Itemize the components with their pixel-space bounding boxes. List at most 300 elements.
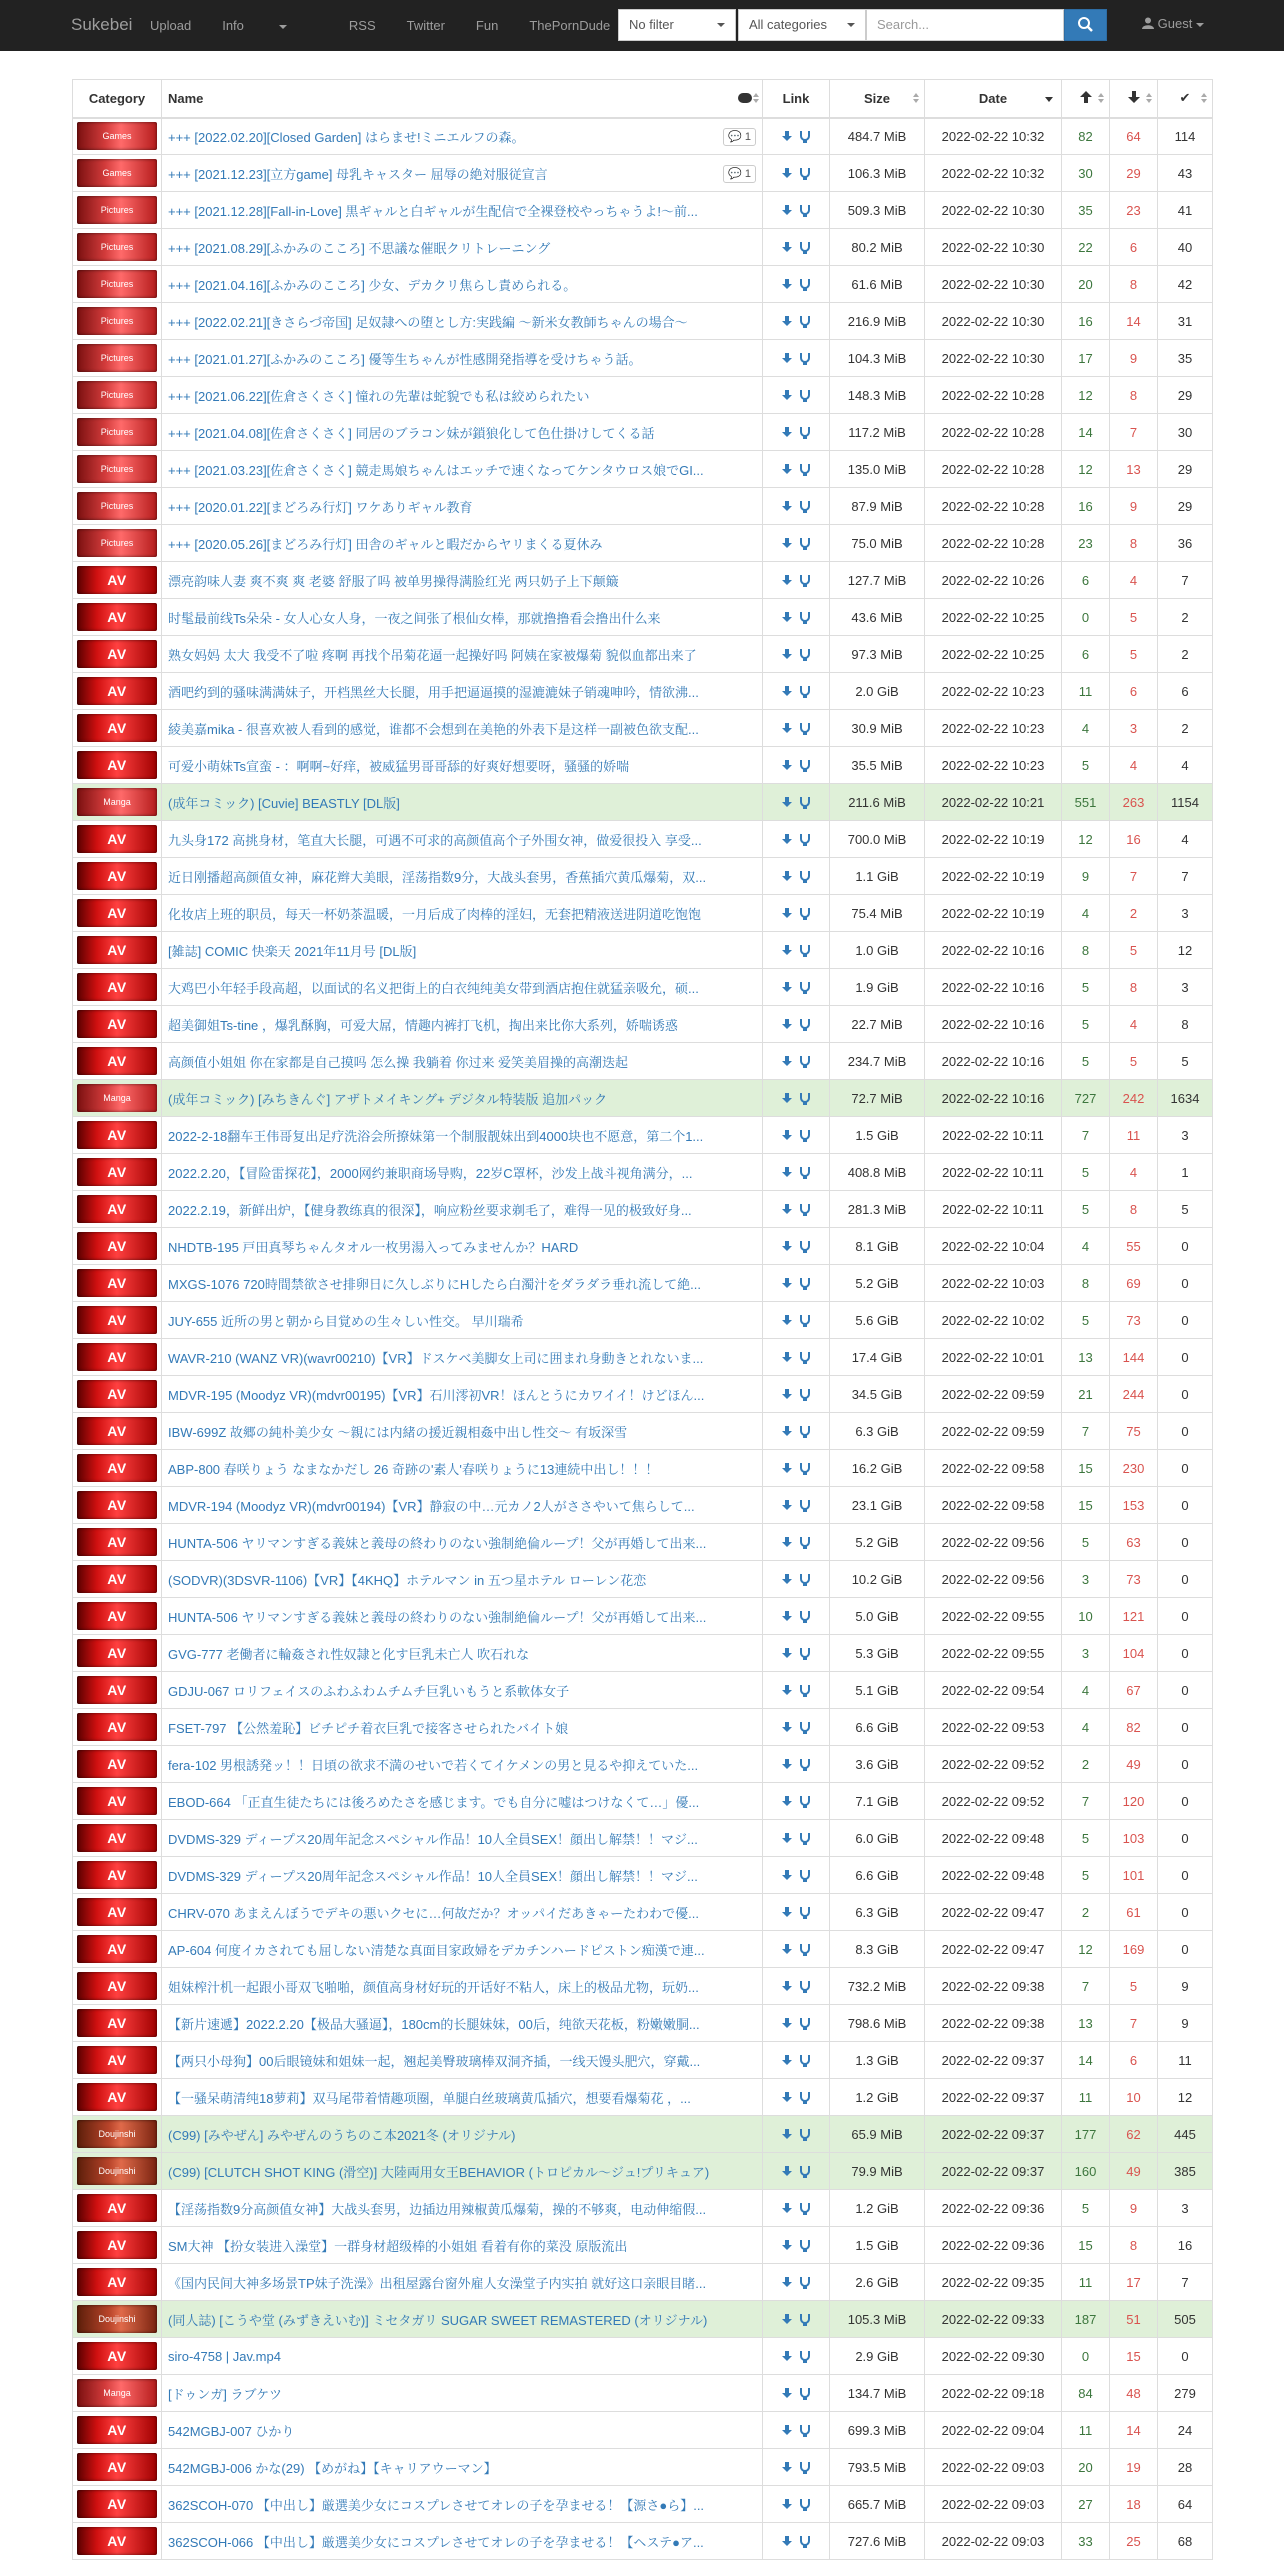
- torrent-title[interactable]: 高颜值小姐姐 你在家都是自己摸吗 怎么操 我躺着 你过来 爱笑美眉操的高潮迭起: [168, 1054, 629, 1070]
- download-icon[interactable]: [781, 2277, 793, 2289]
- date-cell: 2022-02-22 09:52: [925, 1746, 1062, 1783]
- download-icon[interactable]: [781, 1944, 793, 1956]
- category-icon[interactable]: Doujinshi: [77, 2157, 157, 2185]
- magnet-icon[interactable]: [799, 1056, 811, 1068]
- download-icon[interactable]: [781, 1352, 793, 1364]
- torrent-title[interactable]: (成年コミック) [Cuvie] BEASTLY [DL版]: [168, 795, 400, 811]
- category-icon[interactable]: AV: [77, 751, 157, 779]
- category-icon[interactable]: AV: [77, 1417, 157, 1445]
- magnet-icon[interactable]: [799, 2203, 811, 2215]
- magnet-icon[interactable]: [799, 464, 811, 476]
- magnet-icon[interactable]: [799, 538, 811, 550]
- category-icon[interactable]: AV: [77, 1343, 157, 1371]
- download-icon[interactable]: [781, 2092, 793, 2104]
- magnet-icon[interactable]: [799, 1685, 811, 1697]
- download-icon[interactable]: [781, 871, 793, 883]
- category-icon[interactable]: Pictures: [77, 233, 157, 261]
- download-icon[interactable]: [781, 131, 793, 143]
- torrent-title[interactable]: +++ [2022.02.21][きさらづ帝国] 足奴隷への堕とし方:実践編 ～新米女教師ちゃんの場合～: [168, 314, 688, 330]
- download-icon[interactable]: [781, 390, 793, 402]
- download-icon[interactable]: [781, 1056, 793, 1068]
- category-icon[interactable]: Manga: [77, 788, 157, 816]
- torrent-title[interactable]: 542MGBJ-007 ひかり: [168, 2423, 295, 2439]
- magnet-icon[interactable]: [799, 390, 811, 402]
- leechers-cell: 120: [1110, 1783, 1158, 1820]
- download-icon[interactable]: [781, 1130, 793, 1142]
- magnet-icon[interactable]: [799, 1093, 811, 1105]
- download-icon[interactable]: [781, 316, 793, 328]
- category-icon[interactable]: Games: [77, 122, 157, 150]
- torrent-title[interactable]: +++ [2021.04.16][ふかみのこころ] 少女、デカクリ焦らし責められる。: [168, 277, 577, 293]
- download-icon[interactable]: [781, 427, 793, 439]
- download-icon[interactable]: [781, 2018, 793, 2030]
- magnet-icon[interactable]: [799, 575, 811, 587]
- category-icon[interactable]: AV: [77, 2231, 157, 2259]
- magnet-icon[interactable]: [799, 686, 811, 698]
- torrent-title[interactable]: 《国内民间大神多场景TP妹子洗澡》出租屋露台窗外雇人女澡堂子内实拍 就好这口亲眼目睹...: [168, 2275, 707, 2291]
- col-seeders[interactable]: [1062, 80, 1110, 118]
- comments-badge[interactable]: [723, 165, 756, 183]
- magnet-icon[interactable]: [799, 2499, 811, 2511]
- category-icon[interactable]: AV: [77, 1195, 157, 1223]
- link-cell: [763, 1820, 830, 1857]
- category-icon[interactable]: AV: [77, 1713, 157, 1741]
- category-icon[interactable]: AV: [77, 1787, 157, 1815]
- download-icon[interactable]: [781, 2425, 793, 2437]
- magnet-icon[interactable]: [799, 2388, 811, 2400]
- download-icon[interactable]: [781, 242, 793, 254]
- magnet-icon[interactable]: [799, 2129, 811, 2141]
- torrent-title[interactable]: EBOD-664 「正直生徒たちには後ろめたさを感じます。でも自分に嘘はつけなくて…」優...: [168, 1794, 700, 1810]
- category-icon[interactable]: Pictures: [77, 492, 157, 520]
- category-icon[interactable]: AV: [77, 566, 157, 594]
- magnet-icon[interactable]: [799, 2351, 811, 2363]
- magnet-icon[interactable]: [799, 2314, 811, 2326]
- torrent-title[interactable]: +++ [2021.01.27][ふかみのこころ] 優等生ちゃんが性感開発指導を受けちゃう話。: [168, 351, 642, 367]
- table-row: [73, 895, 1213, 932]
- magnet-icon[interactable]: [799, 982, 811, 994]
- download-icon[interactable]: [781, 834, 793, 846]
- category-icon[interactable]: AV: [77, 1639, 157, 1667]
- magnet-icon[interactable]: [799, 316, 811, 328]
- magnet-icon[interactable]: [799, 945, 811, 957]
- category-icon[interactable]: AV: [77, 714, 157, 742]
- magnet-icon[interactable]: [799, 1611, 811, 1623]
- category-icon[interactable]: AV: [77, 2009, 157, 2037]
- magnet-icon[interactable]: [799, 649, 811, 661]
- download-icon[interactable]: [781, 1981, 793, 1993]
- download-icon[interactable]: [781, 686, 793, 698]
- category-icon[interactable]: AV: [77, 1565, 157, 1593]
- download-icon[interactable]: [781, 1722, 793, 1734]
- torrent-title[interactable]: DVDMS-329 ディープス20周年記念スペシャル作品！10人全員SEX！顔出し解禁！！マジ...: [168, 1831, 698, 1847]
- date-cell: 2022-02-22 09:56: [925, 1524, 1062, 1561]
- download-icon[interactable]: [781, 575, 793, 587]
- torrent-title[interactable]: 【淫荡指数9分高颜值女神】大战头套男，边插边用辣椒黄瓜爆菊，操的不够爽，电动伸缩假...: [168, 2201, 707, 2217]
- size-cell: 1.5 GiB: [830, 2227, 925, 2264]
- magnet-icon[interactable]: [799, 1426, 811, 1438]
- torrent-title[interactable]: +++ [2021.06.22][佐倉さくさく] 憧れの先輩は蛇貌でも私は絞められたい: [168, 388, 590, 404]
- torrent-title[interactable]: +++ [2021.12.28][Fall-in-Love] 黒ギャルと白ギャルが生配信で全裸登校やっちゃうよ!～前...: [168, 203, 698, 219]
- magnet-icon[interactable]: [799, 834, 811, 846]
- category-icon[interactable]: AV: [77, 1158, 157, 1186]
- magnet-icon[interactable]: [799, 1944, 811, 1956]
- category-icon[interactable]: AV: [77, 603, 157, 631]
- torrent-title[interactable]: 綾美嘉mika - 很喜欢被人看到的感觉，谁都不会想到在美艳的外表下是这样一副被色欲支配...: [168, 721, 699, 737]
- category-icon[interactable]: Manga: [77, 1084, 157, 1112]
- torrent-title[interactable]: 2022.2.20，【冒险雷探花】，2000网约兼职商场导购，22岁C罩杯，沙发上战斗视角满分，...: [168, 1165, 693, 1181]
- category-icon[interactable]: AV: [77, 825, 157, 853]
- col-category[interactable]: Category: [73, 80, 162, 118]
- category-icon[interactable]: AV: [77, 936, 157, 964]
- category-icon[interactable]: AV: [77, 1306, 157, 1334]
- download-icon[interactable]: [781, 2240, 793, 2252]
- download-icon[interactable]: [781, 1278, 793, 1290]
- nav-info[interactable]: [222, 18, 318, 33]
- magnet-icon[interactable]: [799, 1315, 811, 1327]
- category-icon[interactable]: Pictures: [77, 307, 157, 335]
- category-icon[interactable]: Pictures: [77, 529, 157, 557]
- download-icon[interactable]: [781, 1870, 793, 1882]
- download-icon[interactable]: [781, 908, 793, 920]
- torrent-title[interactable]: +++ [2021.12.23][立方game] 母乳キャスター 屈辱の絶対服従宣言: [168, 166, 548, 182]
- download-icon[interactable]: [781, 1093, 793, 1105]
- magnet-icon[interactable]: [799, 612, 811, 624]
- magnet-icon[interactable]: [799, 1796, 811, 1808]
- torrent-title[interactable]: 【新片速遞】2022.2.20【极品大骚逼】，180cm的长腿妹妹，00后，纯欲天花板，粉嫩嫩胴...: [168, 2016, 700, 2032]
- col-leechers[interactable]: [1110, 80, 1158, 118]
- category-icon[interactable]: AV: [77, 2490, 157, 2518]
- category-icon[interactable]: AV: [77, 2046, 157, 2074]
- download-icon[interactable]: [781, 723, 793, 735]
- nav-twitter[interactable]: Twitter: [406, 18, 445, 33]
- torrent-title[interactable]: 542MGBJ-006 かな(29) 【めがね】【キャリアウーマン】: [168, 2460, 497, 2476]
- category-icon[interactable]: AV: [77, 1824, 157, 1852]
- magnet-icon[interactable]: [799, 168, 811, 180]
- download-icon[interactable]: [781, 1907, 793, 1919]
- magnet-icon[interactable]: [799, 2536, 811, 2548]
- magnet-icon[interactable]: [799, 353, 811, 365]
- magnet-icon[interactable]: [799, 1278, 811, 1290]
- magnet-icon[interactable]: [799, 427, 811, 439]
- download-icon[interactable]: [781, 464, 793, 476]
- download-icon[interactable]: [781, 2314, 793, 2326]
- download-icon[interactable]: [781, 1759, 793, 1771]
- torrent-title[interactable]: +++ [2022.02.20][Closed Garden] はらませ!ミニエルフの森。: [168, 129, 525, 145]
- category-icon[interactable]: Pictures: [77, 344, 157, 372]
- category-icon[interactable]: AV: [77, 640, 157, 668]
- torrent-title[interactable]: 化妆店上班的职员，每天一杯奶茶温暖，一月后成了肉棒的淫妇，无套把精液送进阴道吃饱饱: [168, 906, 702, 922]
- download-icon[interactable]: [781, 2499, 793, 2511]
- download-icon[interactable]: [781, 1500, 793, 1512]
- torrent-title[interactable]: SM大神 【扮女装进入澡堂】一群身材超级棒的小姐姐 看着有你的菜没 原版流出: [168, 2238, 628, 2254]
- download-icon[interactable]: [781, 797, 793, 809]
- torrent-title[interactable]: 近日刚播超高颜值女神，麻花辫大美眼，淫荡指数9分，大战头套男，香蕉插穴黄瓜爆菊，双...: [168, 869, 707, 885]
- download-icon[interactable]: [781, 1167, 793, 1179]
- download-icon[interactable]: [781, 1204, 793, 1216]
- magnet-icon[interactable]: [799, 871, 811, 883]
- nav-fun[interactable]: Fun: [475, 18, 499, 33]
- torrent-title[interactable]: 2022.2.19，新鲜出炉，【健身教练真的很深】，响应粉丝要求剃毛了，难得一见的极致好身...: [168, 1202, 692, 1218]
- torrent-title[interactable]: IBW-699Z 故郷の純朴美少女 ～親には内緒の援近親相姦中出し性交～ 有坂深雪: [168, 1424, 628, 1440]
- category-icon[interactable]: AV: [77, 2268, 157, 2296]
- magnet-icon[interactable]: [799, 2277, 811, 2289]
- user-menu[interactable]: [1142, 16, 1204, 31]
- torrent-title[interactable]: +++ [2020.05.26][まどろみ行灯] 田舎のギャルと暇だからヤリまくる夏休み: [168, 536, 603, 552]
- torrent-title[interactable]: 大鸡巴小年轻手段高超，以面试的名义把街上的白衣纯纯美女带到酒店抱住就猛亲吸允，硕...: [168, 980, 699, 996]
- download-icon[interactable]: [781, 612, 793, 624]
- torrent-title[interactable]: 362SCOH-070 【中出し】厳選美少女にコスプレさせてオレの子を孕ませる！【源さ●ら】...: [168, 2497, 705, 2513]
- torrent-title[interactable]: +++ [2020.01.22][まどろみ行灯] ワケありギャル教育: [168, 499, 473, 515]
- torrent-title[interactable]: HUNTA-506 ヤリマンすぎる義妹と義母の終わりのない強制絶倫ループ！父が再婚して出来...: [168, 1535, 707, 1551]
- torrent-title[interactable]: 时髦最前线Ts朵朵 - 女人心女人身，一夜之间张了根仙女棒，那就撸撸看会撸出什么来: [168, 610, 661, 626]
- magnet-icon[interactable]: [799, 1759, 811, 1771]
- col-size[interactable]: [830, 80, 925, 118]
- torrent-title[interactable]: +++ [2021.03.23][佐倉さくさく] 競走馬娘ちゃんはエッチで速くなってケンタウロス娘でGI...: [168, 462, 704, 478]
- torrent-title[interactable]: AP-604 何度イカされても屈しない清楚な真面目家政婦をデカチンハードピストン痴漢で連...: [168, 1942, 705, 1958]
- col-date[interactable]: [925, 80, 1062, 118]
- torrent-title[interactable]: 【一骚呆萌清纯18萝莉】双马尾带着情趣项圈，单腿白丝玻璃黄瓜插穴，想要看爆菊花 ，...: [168, 2090, 691, 2106]
- category-icon[interactable]: AV: [77, 1602, 157, 1630]
- torrent-title[interactable]: 漂亮韵味人妻 爽不爽 爽 老婆 舒服了吗 被单男操得满脸红光 两只奶子上下颠簸: [168, 573, 619, 589]
- torrent-title[interactable]: +++ [2021.08.29][ふかみのこころ] 不思議な催眠クリトレーニング: [168, 240, 551, 256]
- download-icon[interactable]: [781, 2351, 793, 2363]
- magnet-icon[interactable]: [799, 797, 811, 809]
- torrent-title[interactable]: 【两只小母狗】00后眼镜妹和姐妹一起，翘起美臀玻璃棒双洞齐插，一线天馒头肥穴，穿戴...: [168, 2053, 701, 2069]
- magnet-icon[interactable]: [799, 1019, 811, 1031]
- category-icon[interactable]: AV: [77, 2342, 157, 2370]
- category-icon[interactable]: AV: [77, 899, 157, 927]
- date-cell: 2022-02-22 10:23: [925, 747, 1062, 784]
- torrent-title[interactable]: 九头身172 高挑身材，笔直大长腿，可遇不可求的高颜值高个子外围女神，做爱很投入 享受...: [168, 832, 702, 848]
- download-icon[interactable]: [781, 205, 793, 217]
- torrent-title[interactable]: fera-102 男根誘発ッ！！日頃の欲求不満のせいで若くてイケメンの男と見るや抑えていた...: [168, 1757, 699, 1773]
- torrent-title[interactable]: (C99) [CLUTCH SHOT KING (滑空)] 大陸両用女王BEHAVIOR (トロピカル～ジュ!プリキュア): [168, 2164, 710, 2180]
- comments-badge[interactable]: [723, 128, 756, 146]
- nav-upload[interactable]: Upload: [150, 18, 192, 33]
- category-icon[interactable]: AV: [77, 2527, 157, 2555]
- nav-theporndude[interactable]: ThePornDude: [529, 18, 611, 33]
- category-icon[interactable]: AV: [77, 1047, 157, 1075]
- download-icon[interactable]: [781, 1426, 793, 1438]
- magnet-icon[interactable]: [799, 760, 811, 772]
- download-icon[interactable]: [781, 1241, 793, 1253]
- download-icon[interactable]: [781, 2536, 793, 2548]
- magnet-icon[interactable]: [799, 1648, 811, 1660]
- magnet-icon[interactable]: [799, 723, 811, 735]
- torrent-title[interactable]: WAVR-210 (WANZ VR)(wavr00210)【VR】ドスケベ美脚女上司に囲まれ身動きとれないま...: [168, 1350, 704, 1366]
- magnet-icon[interactable]: [799, 1722, 811, 1734]
- magnet-icon[interactable]: [799, 1574, 811, 1586]
- torrent-title[interactable]: 可爱小萌妹Ts宣蛮 - ：啊啊~好痒，被威猛男哥哥舔的好爽好想要呀，骚骚的娇喘: [168, 758, 630, 774]
- category-icon[interactable]: AV: [77, 1232, 157, 1260]
- download-icon[interactable]: [781, 1796, 793, 1808]
- magnet-icon[interactable]: [799, 2425, 811, 2437]
- magnet-icon[interactable]: [799, 205, 811, 217]
- category-icon[interactable]: AV: [77, 1528, 157, 1556]
- magnet-icon[interactable]: [799, 1870, 811, 1882]
- category-icon[interactable]: AV: [77, 973, 157, 1001]
- download-icon[interactable]: [781, 1019, 793, 1031]
- category-icon[interactable]: AV: [77, 862, 157, 890]
- torrent-title[interactable]: (同人誌) [こうや堂 (みずきえいむ)] ミセタガリ SUGAR SWEET REMASTERED (オリジナル): [168, 2312, 708, 2328]
- torrent-title[interactable]: NHDTB-195 戸田真琴ちゃんタオル一枚男湯入ってみませんか？HARD: [168, 1239, 579, 1255]
- download-icon[interactable]: [781, 538, 793, 550]
- leechers-cell: 29: [1110, 155, 1158, 192]
- category-select[interactable]: [738, 9, 866, 41]
- torrent-title[interactable]: FSET-797 【公然羞恥】ビチピチ着衣巨乳で接客させられたバイト娘: [168, 1720, 569, 1736]
- category-icon[interactable]: AV: [77, 2416, 157, 2444]
- category-icon[interactable]: AV: [77, 1898, 157, 1926]
- category-icon[interactable]: AV: [77, 1269, 157, 1297]
- magnet-icon[interactable]: [799, 2018, 811, 2030]
- category-icon[interactable]: Doujinshi: [77, 2305, 157, 2333]
- category-icon[interactable]: AV: [77, 2083, 157, 2111]
- category-icon[interactable]: AV: [77, 1491, 157, 1519]
- magnet-icon[interactable]: [799, 2462, 811, 2474]
- category-icon[interactable]: Pictures: [77, 196, 157, 224]
- download-icon[interactable]: [781, 501, 793, 513]
- magnet-icon[interactable]: [799, 1981, 811, 1993]
- download-icon[interactable]: [781, 1833, 793, 1845]
- magnet-icon[interactable]: [799, 1907, 811, 1919]
- category-icon[interactable]: AV: [77, 1010, 157, 1038]
- magnet-icon[interactable]: [799, 1537, 811, 1549]
- magnet-icon[interactable]: [799, 1130, 811, 1142]
- category-icon[interactable]: AV: [77, 1861, 157, 1889]
- category-icon[interactable]: Pictures: [77, 418, 157, 446]
- torrent-title[interactable]: [雑誌] COMIC 快楽天 2021年11月号 [DL版]: [168, 943, 417, 959]
- download-icon[interactable]: [781, 2166, 793, 2178]
- download-icon[interactable]: [781, 1537, 793, 1549]
- torrent-title[interactable]: +++ [2021.04.08][佐倉さくさく] 同居のブラコン妹が鎖狼化して色仕掛けしてくる話: [168, 425, 655, 441]
- torrent-title[interactable]: ABP-800 春咲りょう なまなかだし 26 奇跡の'素人'春咲りょうに13連続中出し！！！: [168, 1461, 659, 1477]
- torrent-title[interactable]: HUNTA-506 ヤリマンすぎる義妹と義母の終わりのない強制絶倫ループ！父が再婚して出来...: [168, 1609, 707, 1625]
- download-icon[interactable]: [781, 649, 793, 661]
- torrent-title[interactable]: 2022-2-18翻车王伟哥复出足疗洗浴会所撩妹第一个制服靓妹出到4000块也不愿意，第二个1...: [168, 1128, 704, 1144]
- category-icon[interactable]: AV: [77, 1972, 157, 2000]
- brand-logo[interactable]: Sukebei: [71, 15, 133, 34]
- nav-rss[interactable]: RSS: [348, 18, 376, 33]
- torrent-title[interactable]: DVDMS-329 ディープス20周年記念スペシャル作品！10人全員SEX！顔出し解禁！！マジ...: [168, 1868, 698, 1884]
- category-icon[interactable]: Doujinshi: [77, 2120, 157, 2148]
- download-icon[interactable]: [781, 1389, 793, 1401]
- magnet-icon[interactable]: [799, 1352, 811, 1364]
- category-cell: [73, 1228, 162, 1265]
- col-completed[interactable]: [1158, 80, 1213, 118]
- download-icon[interactable]: [781, 1648, 793, 1660]
- date-cell: 2022-02-22 10:19: [925, 895, 1062, 932]
- category-icon[interactable]: AV: [77, 2453, 157, 2481]
- category-icon[interactable]: Games: [77, 159, 157, 187]
- magnet-icon[interactable]: [799, 1833, 811, 1845]
- category-cell: [73, 155, 162, 192]
- torrent-title[interactable]: 362SCOH-066 【中出し】厳選美少女にコスプレさせてオレの子を孕ませる！【ヘステ●ア...: [168, 2534, 704, 2550]
- torrent-title[interactable]: siro-4758 | Jav.mp4: [168, 2348, 281, 2364]
- category-icon[interactable]: Pictures: [77, 455, 157, 483]
- torrent-title[interactable]: (成年コミック) [みちきんぐ] アザトメイキング+ デジタル特装版 追加パック: [168, 1091, 608, 1107]
- download-icon[interactable]: [781, 2203, 793, 2215]
- magnet-icon[interactable]: [799, 1463, 811, 1475]
- download-icon[interactable]: [781, 945, 793, 957]
- torrent-title[interactable]: MDVR-195 (Moodyz VR)(mdvr00195)【VR】石川澪初VR！ほんとうにカワイイ！けどほん...: [168, 1387, 705, 1403]
- torrent-title[interactable]: 超美御姐Ts-tine ，爆乳酥胸，可爱大屌，情趣内裤打飞机，掏出来比你大系列，娇喘诱惑: [168, 1017, 678, 1033]
- magnet-icon[interactable]: [799, 501, 811, 513]
- download-icon[interactable]: [781, 1315, 793, 1327]
- magnet-icon[interactable]: [799, 1204, 811, 1216]
- category-icon[interactable]: Manga: [77, 2379, 157, 2407]
- leechers-cell: 14: [1110, 303, 1158, 340]
- torrent-title[interactable]: JUY-655 近所の男と朝から目覚めの生々しい性交。 早川瑞希: [168, 1313, 524, 1329]
- torrent-title[interactable]: MDVR-194 (Moodyz VR)(mdvr00194)【VR】静寂の中…元カノ2人がささやいて焦らして...: [168, 1498, 695, 1514]
- category-icon[interactable]: AV: [77, 1454, 157, 1482]
- torrent-title[interactable]: 熟女妈妈 太大 我受不了啦 疼啊 再找个吊菊花逼一起操好吗 阿姨在家被爆菊 貌似血都出来了: [168, 647, 697, 663]
- col-name[interactable]: [162, 80, 763, 118]
- download-icon[interactable]: [781, 279, 793, 291]
- magnet-icon[interactable]: [799, 279, 811, 291]
- magnet-icon[interactable]: [799, 2166, 811, 2178]
- category-icon[interactable]: AV: [77, 2194, 157, 2222]
- torrent-title[interactable]: CHRV-070 あまえんぼうでデキの悪いクセに…何故だか？オッパイだあきゃーたわわで優...: [168, 1905, 699, 1921]
- torrent-title[interactable]: 姐妹榨汁机一起跟小哥双飞啪啪，颜值高身材好玩的开话好不粘人，床上的极品尤物，玩奶...: [168, 1979, 699, 1995]
- magnet-icon[interactable]: [799, 131, 811, 143]
- magnet-icon[interactable]: [799, 1389, 811, 1401]
- torrent-title[interactable]: GVG-777 老働者に輪姦され性奴隷と化す巨乳未亡人 吹石れな: [168, 1646, 530, 1662]
- category-icon[interactable]: AV: [77, 1935, 157, 1963]
- magnet-icon[interactable]: [799, 2240, 811, 2252]
- category-icon[interactable]: AV: [77, 677, 157, 705]
- category-icon[interactable]: AV: [77, 1121, 157, 1149]
- magnet-icon[interactable]: [799, 2055, 811, 2067]
- category-icon[interactable]: Pictures: [77, 270, 157, 298]
- torrent-title[interactable]: (C99) [みやぜん] みやぜんのうちのこ本2021冬 (オリジナル): [168, 2127, 516, 2143]
- torrent-title[interactable]: [ドゥンガ] ラブケツ: [168, 2386, 282, 2402]
- download-icon[interactable]: [781, 353, 793, 365]
- link-cell: [763, 266, 830, 303]
- download-icon[interactable]: [781, 1574, 793, 1586]
- search-input[interactable]: [866, 9, 1064, 41]
- download-icon[interactable]: [781, 2129, 793, 2141]
- filter-select[interactable]: [618, 9, 736, 41]
- torrent-title[interactable]: MXGS-1076 720時間禁欲させ排卵日に久しぶりにHしたら白濁汁をダラダラ垂れ流して絶...: [168, 1276, 701, 1292]
- download-icon[interactable]: [781, 760, 793, 772]
- download-icon[interactable]: [781, 2462, 793, 2474]
- download-icon[interactable]: [781, 982, 793, 994]
- magnet-icon[interactable]: [799, 908, 811, 920]
- search-button[interactable]: [1064, 9, 1107, 41]
- download-icon[interactable]: [781, 1685, 793, 1697]
- magnet-icon[interactable]: [799, 2092, 811, 2104]
- category-icon[interactable]: AV: [77, 1676, 157, 1704]
- torrent-title[interactable]: GDJU-067 ロリフェイスのふわふわムチムチ巨乳いもうと系軟体女子: [168, 1683, 570, 1699]
- category-icon[interactable]: Pictures: [77, 381, 157, 409]
- torrent-title[interactable]: 酒吧约到的骚味满满妹子，开档黑丝大长腿，用手把逼逼摸的湿漉漉妹子销魂呻吟，情欲沸...: [168, 684, 699, 700]
- download-icon[interactable]: [781, 1463, 793, 1475]
- download-icon[interactable]: [781, 2388, 793, 2400]
- download-icon[interactable]: [781, 1611, 793, 1623]
- magnet-icon[interactable]: [799, 1241, 811, 1253]
- torrent-title[interactable]: (SODVR)(3DSVR-1106)【VR】【4KHQ】ホテルマン in 五つ星ホテル ローレン花恋: [168, 1572, 647, 1588]
- magnet-icon[interactable]: [799, 1167, 811, 1179]
- category-icon[interactable]: AV: [77, 1380, 157, 1408]
- download-icon[interactable]: [781, 2055, 793, 2067]
- category-icon[interactable]: AV: [77, 1750, 157, 1778]
- magnet-icon[interactable]: [799, 242, 811, 254]
- download-icon[interactable]: [781, 168, 793, 180]
- magnet-icon[interactable]: [799, 1500, 811, 1512]
- seeders-cell: 14: [1062, 414, 1110, 451]
- completed-cell: 505: [1158, 2301, 1213, 2338]
